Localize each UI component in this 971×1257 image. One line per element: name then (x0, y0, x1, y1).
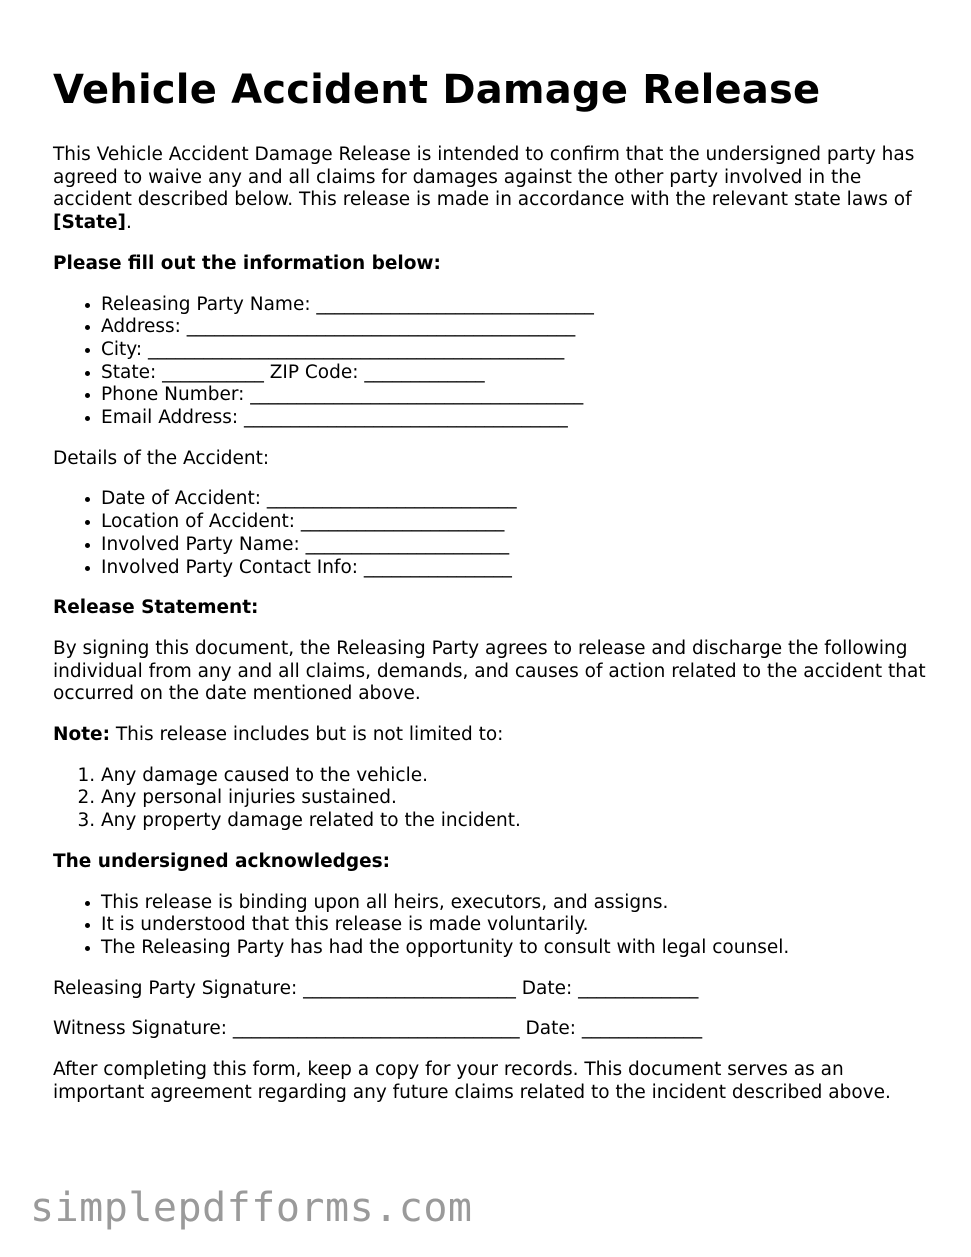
document-page (53, 62, 933, 1123)
field-city[interactable]: • City: _____________________________________________ (101, 339, 933, 362)
note-text: This release includes but is not limited to: (109, 724, 504, 746)
ack-item: • The Releasing Party has had the opportunity to consult with legal counsel. (101, 937, 933, 960)
field-involved-party-name[interactable]: • Involved Party Name: ______________________ (101, 534, 933, 557)
note-label: Note: (53, 724, 110, 746)
field-address[interactable]: • Address: __________________________________________ (101, 316, 933, 339)
note-item: 1. Any damage caused to the vehicle. (101, 765, 933, 788)
ack-items-list (53, 892, 933, 960)
info-heading: Please fill out the information below: (53, 252, 441, 274)
closing-paragraph: After completing this form, keep a copy for your records. This document serves as an important agreement regarding any future claims related to the incident described above. (53, 1059, 891, 1103)
intro-end: . (125, 212, 132, 234)
state-placeholder: [State] (53, 212, 126, 234)
releasing-party-signature-line[interactable]: Releasing Party Signature: _______________________ Date: _____________ (53, 977, 699, 999)
release-statement: By signing this document, the Releasing Party agrees to release and discharge the following individual from any and all claims, demands, and causes of action related to the accident that occurred on the date mentioned above. (53, 637, 926, 705)
watermark: simplepdfforms.com (30, 1185, 473, 1231)
ack-heading: The undersigned acknowledges: (53, 850, 391, 872)
field-email-address[interactable]: • Email Address: ___________________________________ (101, 407, 933, 430)
accident-fields-list (53, 488, 933, 579)
accident-heading: Details of the Accident: (53, 447, 270, 469)
intro-text: This Vehicle Accident Damage Release is intended to confirm that the undersigned party has agreed to waive any and all claims for damages against the other party involved in the accident described below. This release is made in accordance with the relevant state laws of (53, 144, 915, 211)
field-phone-number[interactable]: • Phone Number: ____________________________________ (101, 384, 933, 407)
note-item: 3. Any property damage related to the incident. (101, 810, 933, 833)
note-paragraph (53, 724, 933, 747)
field-releasing-party-name[interactable]: • Releasing Party Name: ______________________________ (101, 294, 933, 317)
document-title: Vehicle Accident Damage Release (53, 67, 821, 113)
release-heading: Release Statement: (53, 597, 259, 619)
witness-signature-line[interactable]: Witness Signature: _______________________________ Date: _____________ (53, 1018, 703, 1040)
note-item: 2. Any personal injuries sustained. (101, 787, 933, 810)
field-involved-party-contact[interactable]: • Involved Party Contact Info: ________________ (101, 557, 933, 580)
field-date-of-accident[interactable]: • Date of Accident: ___________________________ (101, 488, 933, 511)
ack-item: • It is understood that this release is made voluntarily. (101, 914, 933, 937)
field-state-zip[interactable]: • State: ___________ ZIP Code: _____________ (101, 362, 933, 385)
intro-paragraph (53, 144, 933, 235)
note-items-list (53, 765, 933, 833)
field-location-of-accident[interactable]: • Location of Accident: ______________________ (101, 511, 933, 534)
info-fields-list (53, 294, 933, 430)
ack-item: • This release is binding upon all heirs, executors, and assigns. (101, 892, 933, 915)
